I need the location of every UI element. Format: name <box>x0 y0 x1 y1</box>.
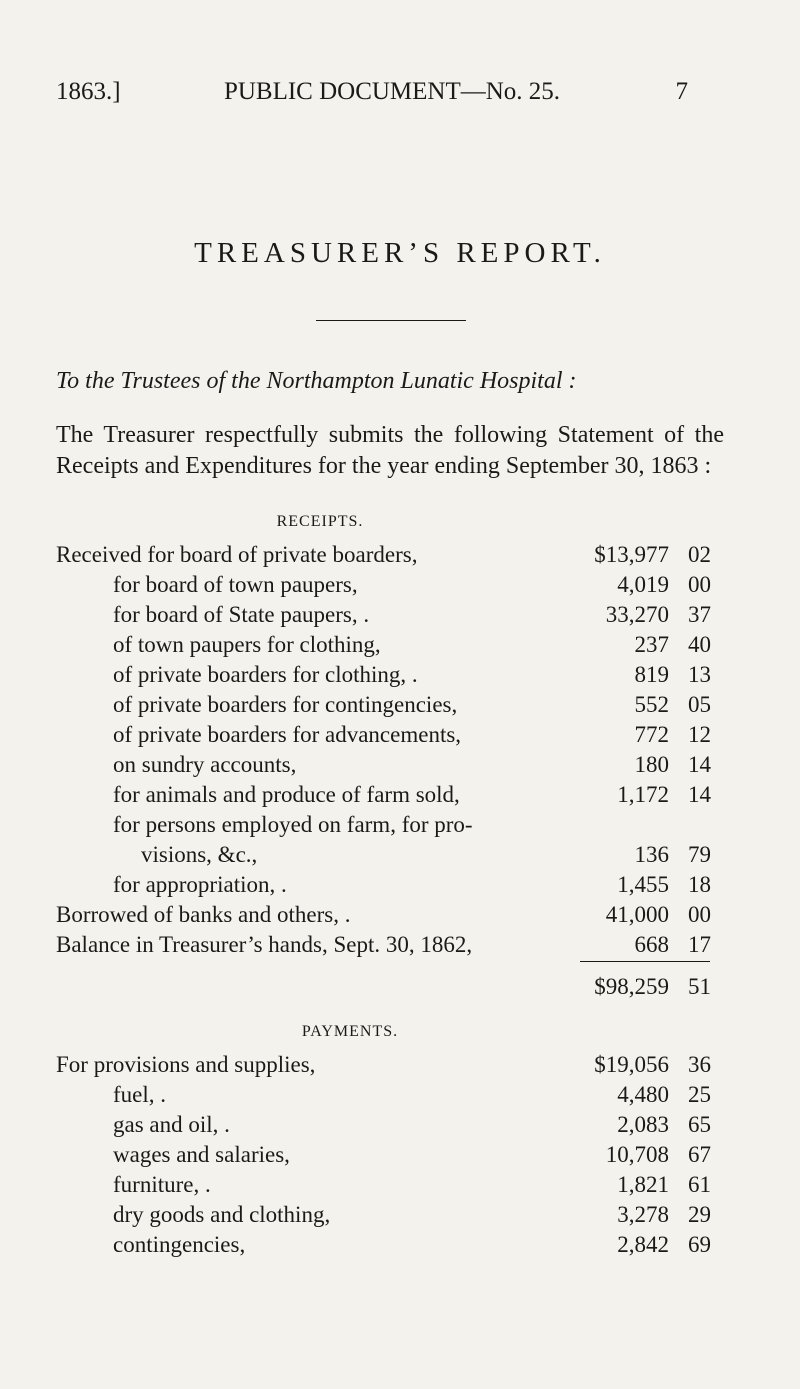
ledger-cents: 36 <box>688 1052 711 1077</box>
ledger-description: For provisions and supplies, <box>56 1052 316 1077</box>
ledger-amount: 4,480 <box>617 1082 669 1107</box>
ledger-description: Balance in Treasurer’s hands, Sept. 30, 1862, <box>56 932 473 957</box>
ledger-row <box>0 720 800 750</box>
ledger-row <box>0 930 800 960</box>
ledger-description: furniture, . <box>113 1172 211 1197</box>
ledger-description: contingencies, <box>113 1232 246 1257</box>
ledger-amount: 180 <box>634 752 669 777</box>
ledger-amount: 136 <box>634 842 669 867</box>
ledger-description: of private boarders for clothing, . <box>113 662 418 687</box>
ledger-cents: 37 <box>688 602 711 627</box>
ledger-description: on sundry accounts, <box>113 752 297 777</box>
payments-heading: PAYMENTS. <box>301 1023 399 1040</box>
running-head-title: PUBLIC DOCUMENT—No. 25. <box>223 78 561 105</box>
receipts-list <box>0 540 800 960</box>
running-head-year: 1863.] <box>56 78 121 105</box>
ledger-description: wages and salaries, <box>113 1142 290 1167</box>
ledger-amount: 819 <box>634 662 669 687</box>
ledger-row <box>0 600 800 630</box>
ledger-cents: 05 <box>688 692 711 717</box>
ledger-row <box>0 1170 800 1200</box>
ledger-description: for animals and produce of farm sold, <box>113 782 460 807</box>
ledger-amount: 668 <box>634 932 669 957</box>
ledger-amount: $19,056 <box>594 1052 669 1077</box>
ledger-row <box>0 540 800 570</box>
ledger-cents: 00 <box>688 572 711 597</box>
ledger-row <box>0 870 800 900</box>
ledger-row <box>0 900 800 930</box>
ledger-cents: 69 <box>688 1232 711 1257</box>
payments-list <box>0 1050 800 1260</box>
sum-rule <box>580 961 710 962</box>
ledger-amount: 1,172 <box>617 782 669 807</box>
ledger-amount: 2,083 <box>617 1112 669 1137</box>
ledger-description: Received for board of private boarders, <box>56 542 418 567</box>
ledger-amount: 2,842 <box>617 1232 669 1257</box>
ledger-amount: 10,708 <box>605 1142 669 1167</box>
ledger-description: gas and oil, . <box>113 1112 230 1137</box>
receipts-heading: RECEIPTS. <box>276 513 364 530</box>
ledger-description: for persons employed on farm, for pro- <box>113 812 473 837</box>
ledger-row <box>0 1110 800 1140</box>
ledger-description: fuel, . <box>113 1082 167 1107</box>
ledger-amount: 772 <box>634 722 669 747</box>
ledger-cents: 00 <box>688 902 711 927</box>
ledger-cents: 02 <box>688 542 711 567</box>
ledger-row <box>0 1080 800 1110</box>
report-title: TREASURER’S REPORT. <box>194 237 606 269</box>
ledger-amount: 237 <box>634 632 669 657</box>
ledger-description: for board of town paupers, <box>113 572 358 597</box>
ledger-cents: 29 <box>688 1202 711 1227</box>
ledger-amount: 552 <box>634 692 669 717</box>
ledger-cents: 18 <box>688 872 711 897</box>
ledger-row <box>0 660 800 690</box>
ledger-description: for board of State paupers, . <box>113 602 370 627</box>
ledger-amount: 1,455 <box>617 872 669 897</box>
ledger-cents: 65 <box>688 1112 711 1137</box>
ledger-cents: 17 <box>688 932 711 957</box>
ledger-row <box>0 1230 800 1260</box>
ledger-cents: 14 <box>688 782 711 807</box>
ledger-description-continued: visions, &c., <box>141 842 258 867</box>
ledger-cents: 14 <box>688 752 711 777</box>
receipts-total-amount: $98,259 <box>594 974 669 999</box>
ledger-cents: 40 <box>688 632 711 657</box>
intro-paragraph: The Treasurer respectfully submits the following Statement of the Receipts and Expenditures for the year ending September 30, 1863 : <box>56 422 724 479</box>
address-line: To the Trustees of the Northampton Lunatic Hospital : <box>56 368 577 394</box>
ledger-amount: 41,000 <box>605 902 669 927</box>
ledger-row <box>0 1050 800 1080</box>
ledger-row <box>0 1140 800 1170</box>
page-number: 7 <box>675 78 688 105</box>
running-head <box>56 78 688 108</box>
ledger-row <box>0 1200 800 1230</box>
ledger-row <box>0 750 800 780</box>
ledger-description: of private boarders for contingencies, <box>113 692 458 717</box>
ledger-row <box>0 690 800 720</box>
ledger-cents: 67 <box>688 1142 711 1167</box>
receipts-total-cents: 51 <box>688 974 711 999</box>
ledger-cents: 13 <box>688 662 711 687</box>
ledger-cents: 12 <box>688 722 711 747</box>
ledger-row <box>0 630 800 660</box>
ledger-cents: 25 <box>688 1082 711 1107</box>
title-rule <box>316 320 466 321</box>
ledger-row <box>0 810 800 870</box>
ledger-description: Borrowed of banks and others, . <box>56 902 351 927</box>
ledger-cents: 79 <box>688 842 711 867</box>
ledger-description: for appropriation, . <box>113 872 287 897</box>
ledger-amount: 3,278 <box>617 1202 669 1227</box>
ledger-row <box>0 570 800 600</box>
ledger-cents: 61 <box>688 1172 711 1197</box>
ledger-amount: $13,977 <box>594 542 669 567</box>
ledger-amount: 33,270 <box>605 602 669 627</box>
receipts-total-row <box>0 972 800 1002</box>
ledger-row <box>0 780 800 810</box>
ledger-description: of private boarders for advancements, <box>113 722 462 747</box>
ledger-description: of town paupers for clothing, <box>113 632 381 657</box>
ledger-description: dry goods and clothing, <box>113 1202 331 1227</box>
ledger-amount: 4,019 <box>617 572 669 597</box>
ledger-amount: 1,821 <box>617 1172 669 1197</box>
